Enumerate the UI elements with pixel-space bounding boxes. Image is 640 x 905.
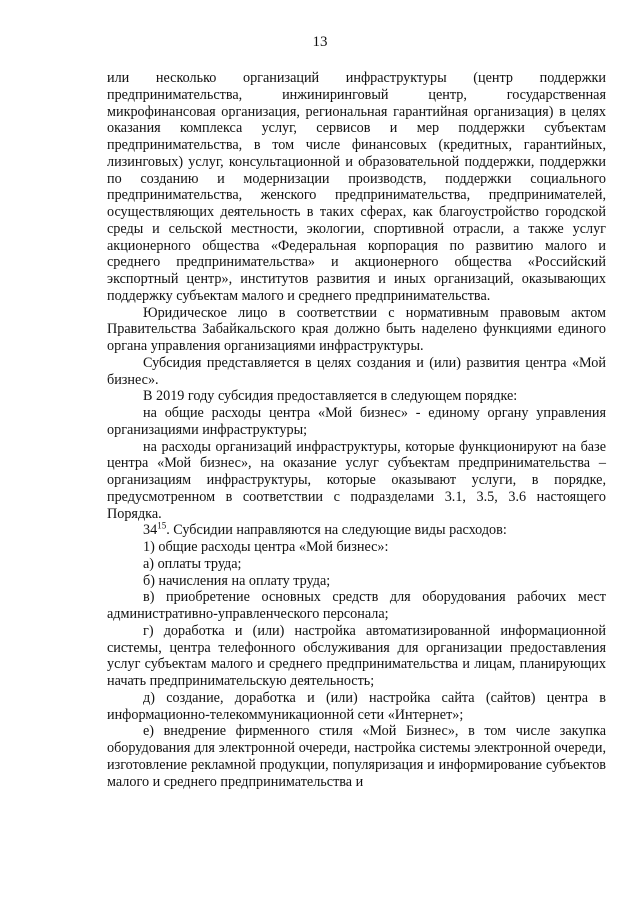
list-item-1: 1) общие расходы центра «Мой бизнес»: <box>143 539 389 555</box>
paragraph-2019-order: В 2019 году субсидия предоставляется в следующем порядке: <box>143 388 518 405</box>
document-body <box>107 70 606 790</box>
paragraph-legal-entity: Юридическое лицо в соответствии с нормативным правовым актом Правительства Забайкальского края должно быть наделено функциями единого органа управления организациями инфраструктуры. <box>107 304 606 354</box>
list-item-g: г) доработка и (или) настройка автоматизированной информационной системы, центра телефонного обслуживания для организации предоставления услуг субъектам малого и среднего предпринимательства и лицам, планирующих начать предпринимательскую деятельность; <box>107 622 606 689</box>
paragraph-clause-34-15 <box>107 522 606 539</box>
list-item-v: в) приобретение основных средств для оборудования рабочих мест административно-управленческого персонала; <box>107 589 606 622</box>
paragraph-general-expenses: на общие расходы центра «Мой бизнес» - единому органу управления организациями инфраструктуры; <box>107 405 606 438</box>
list-item-b: б) начисления на оплату труда; <box>143 572 331 589</box>
paragraph-infrastructure-expenses: на расходы организаций инфраструктуры, которые функционируют на базе центра «Мой бизнес», на оказание услуг субъектам предпринимательства – организациям инфраструктуры, которые оказывают услуги, в порядке, предусмотренном в соответствии с подразделами 3.1, 3.5, 3.6 настоящего Порядка. <box>107 438 606 522</box>
list-item-d: д) создание, доработка и (или) настройка сайта (сайтов) центра в информационно-телекоммуникационной сети «Интернет»; <box>107 689 606 723</box>
clause-superscript: 15 <box>157 520 167 531</box>
list-item-a: а) оплаты труда; <box>143 555 242 572</box>
clause-number: 34 <box>143 522 158 539</box>
paragraph-intro-continuation: или несколько организаций инфраструктуры (центр поддержки предпринимательства, инжиниринговый центр, государственная микрофинансовая организация, региональная гарантийная организация) в целях оказания комплекса услуг, сервисов и мер поддержки субъектам предпринимательства, в том числе финансовых (кредитных, гарантийных, лизинговых) услуг, консультационной и образовательной поддержки, поддержки по созданию и модернизации производств, поддержки социального предпринимательства, женского предпринимательства, предпринимателей, осуществляющих деятельность в таких сферах, как благоустройство городской среды и сельской местности, экологии, спортивной отрасли, а также услуг акционерного общества «Федеральная корпорация по развитию малого и среднего предпринимательства» и акционерного общества «Российский экспортный центр», институтов развития и иных организаций, оказывающих поддержку субъектам малого и среднего предпринимательства. <box>107 70 606 304</box>
list-item-e: е) внедрение фирменного стиля «Мой Бизнес», в том числе закупка оборудования для электронной очереди, настройка системы электронной очереди, изготовление рекламной продукции, популяризация и информирование субъектов малого и среднего предпринимательства и <box>107 723 606 790</box>
clause-text: . Субсидии направляются на следующие виды расходов: <box>166 522 507 539</box>
page-number: 13 <box>312 34 328 50</box>
paragraph-subsidy-purpose: Субсидия представляется в целях создания и (или) развития центра «Мой бизнес». <box>107 354 606 388</box>
